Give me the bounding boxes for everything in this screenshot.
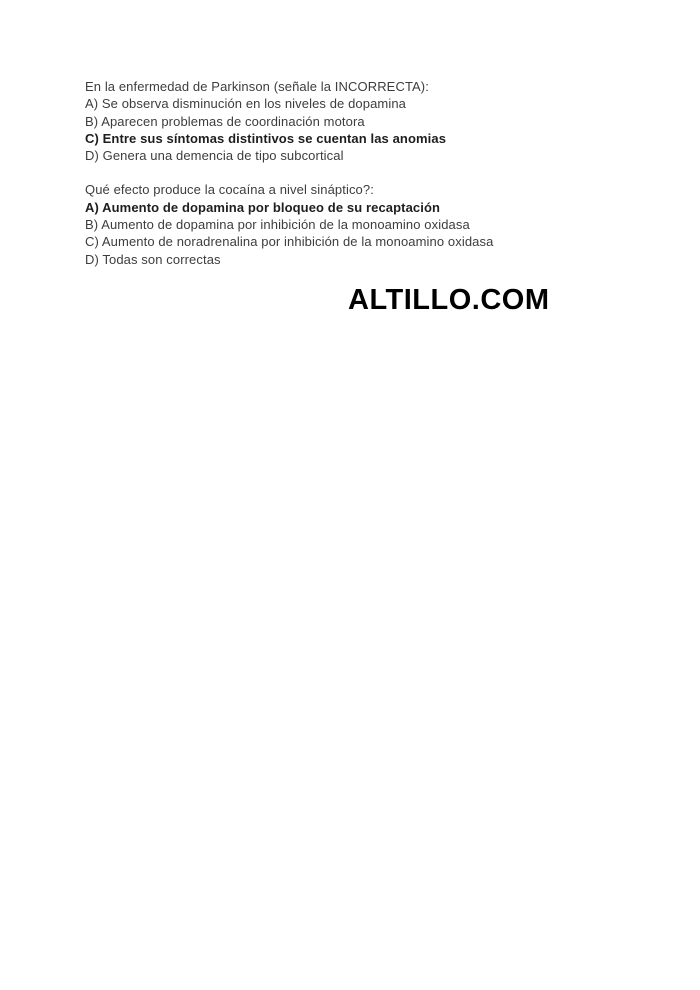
question-1-option-a: A) Se observa disminución en los niveles de dopamina [85, 96, 406, 112]
question-2-option-a-correct-answer: A) Aumento de dopamina por bloqueo de su recaptación [85, 199, 441, 215]
question-block-2 [85, 181, 645, 267]
question-block-1 [85, 78, 645, 164]
question-1-option-c-correct-answer: C) Entre sus síntomas distintivos se cuentan las anomias [85, 130, 447, 146]
question-1-option-d: D) Genera una demencia de tipo subcortical [85, 148, 344, 164]
question-2-option-b: B) Aumento de dopamina por inhibición de la monoamino oxidasa [85, 217, 470, 233]
altillo-watermark: ALTILLO.COM [348, 283, 550, 316]
exam-content [85, 78, 645, 315]
question-2-option-d: D) Todas son correctas [85, 251, 221, 267]
question-2-prompt: Qué efecto produce la cocaína a nivel sináptico?: [85, 182, 374, 198]
question-1-prompt: En la enfermedad de Parkinson (señale la INCORRECTA): [85, 79, 429, 94]
question-1-option-b: B) Aparecen problemas de coordinación motora [85, 113, 365, 129]
question-2-option-c: C) Aumento de noradrenalina por inhibición de la monoamino oxidasa [85, 234, 494, 250]
